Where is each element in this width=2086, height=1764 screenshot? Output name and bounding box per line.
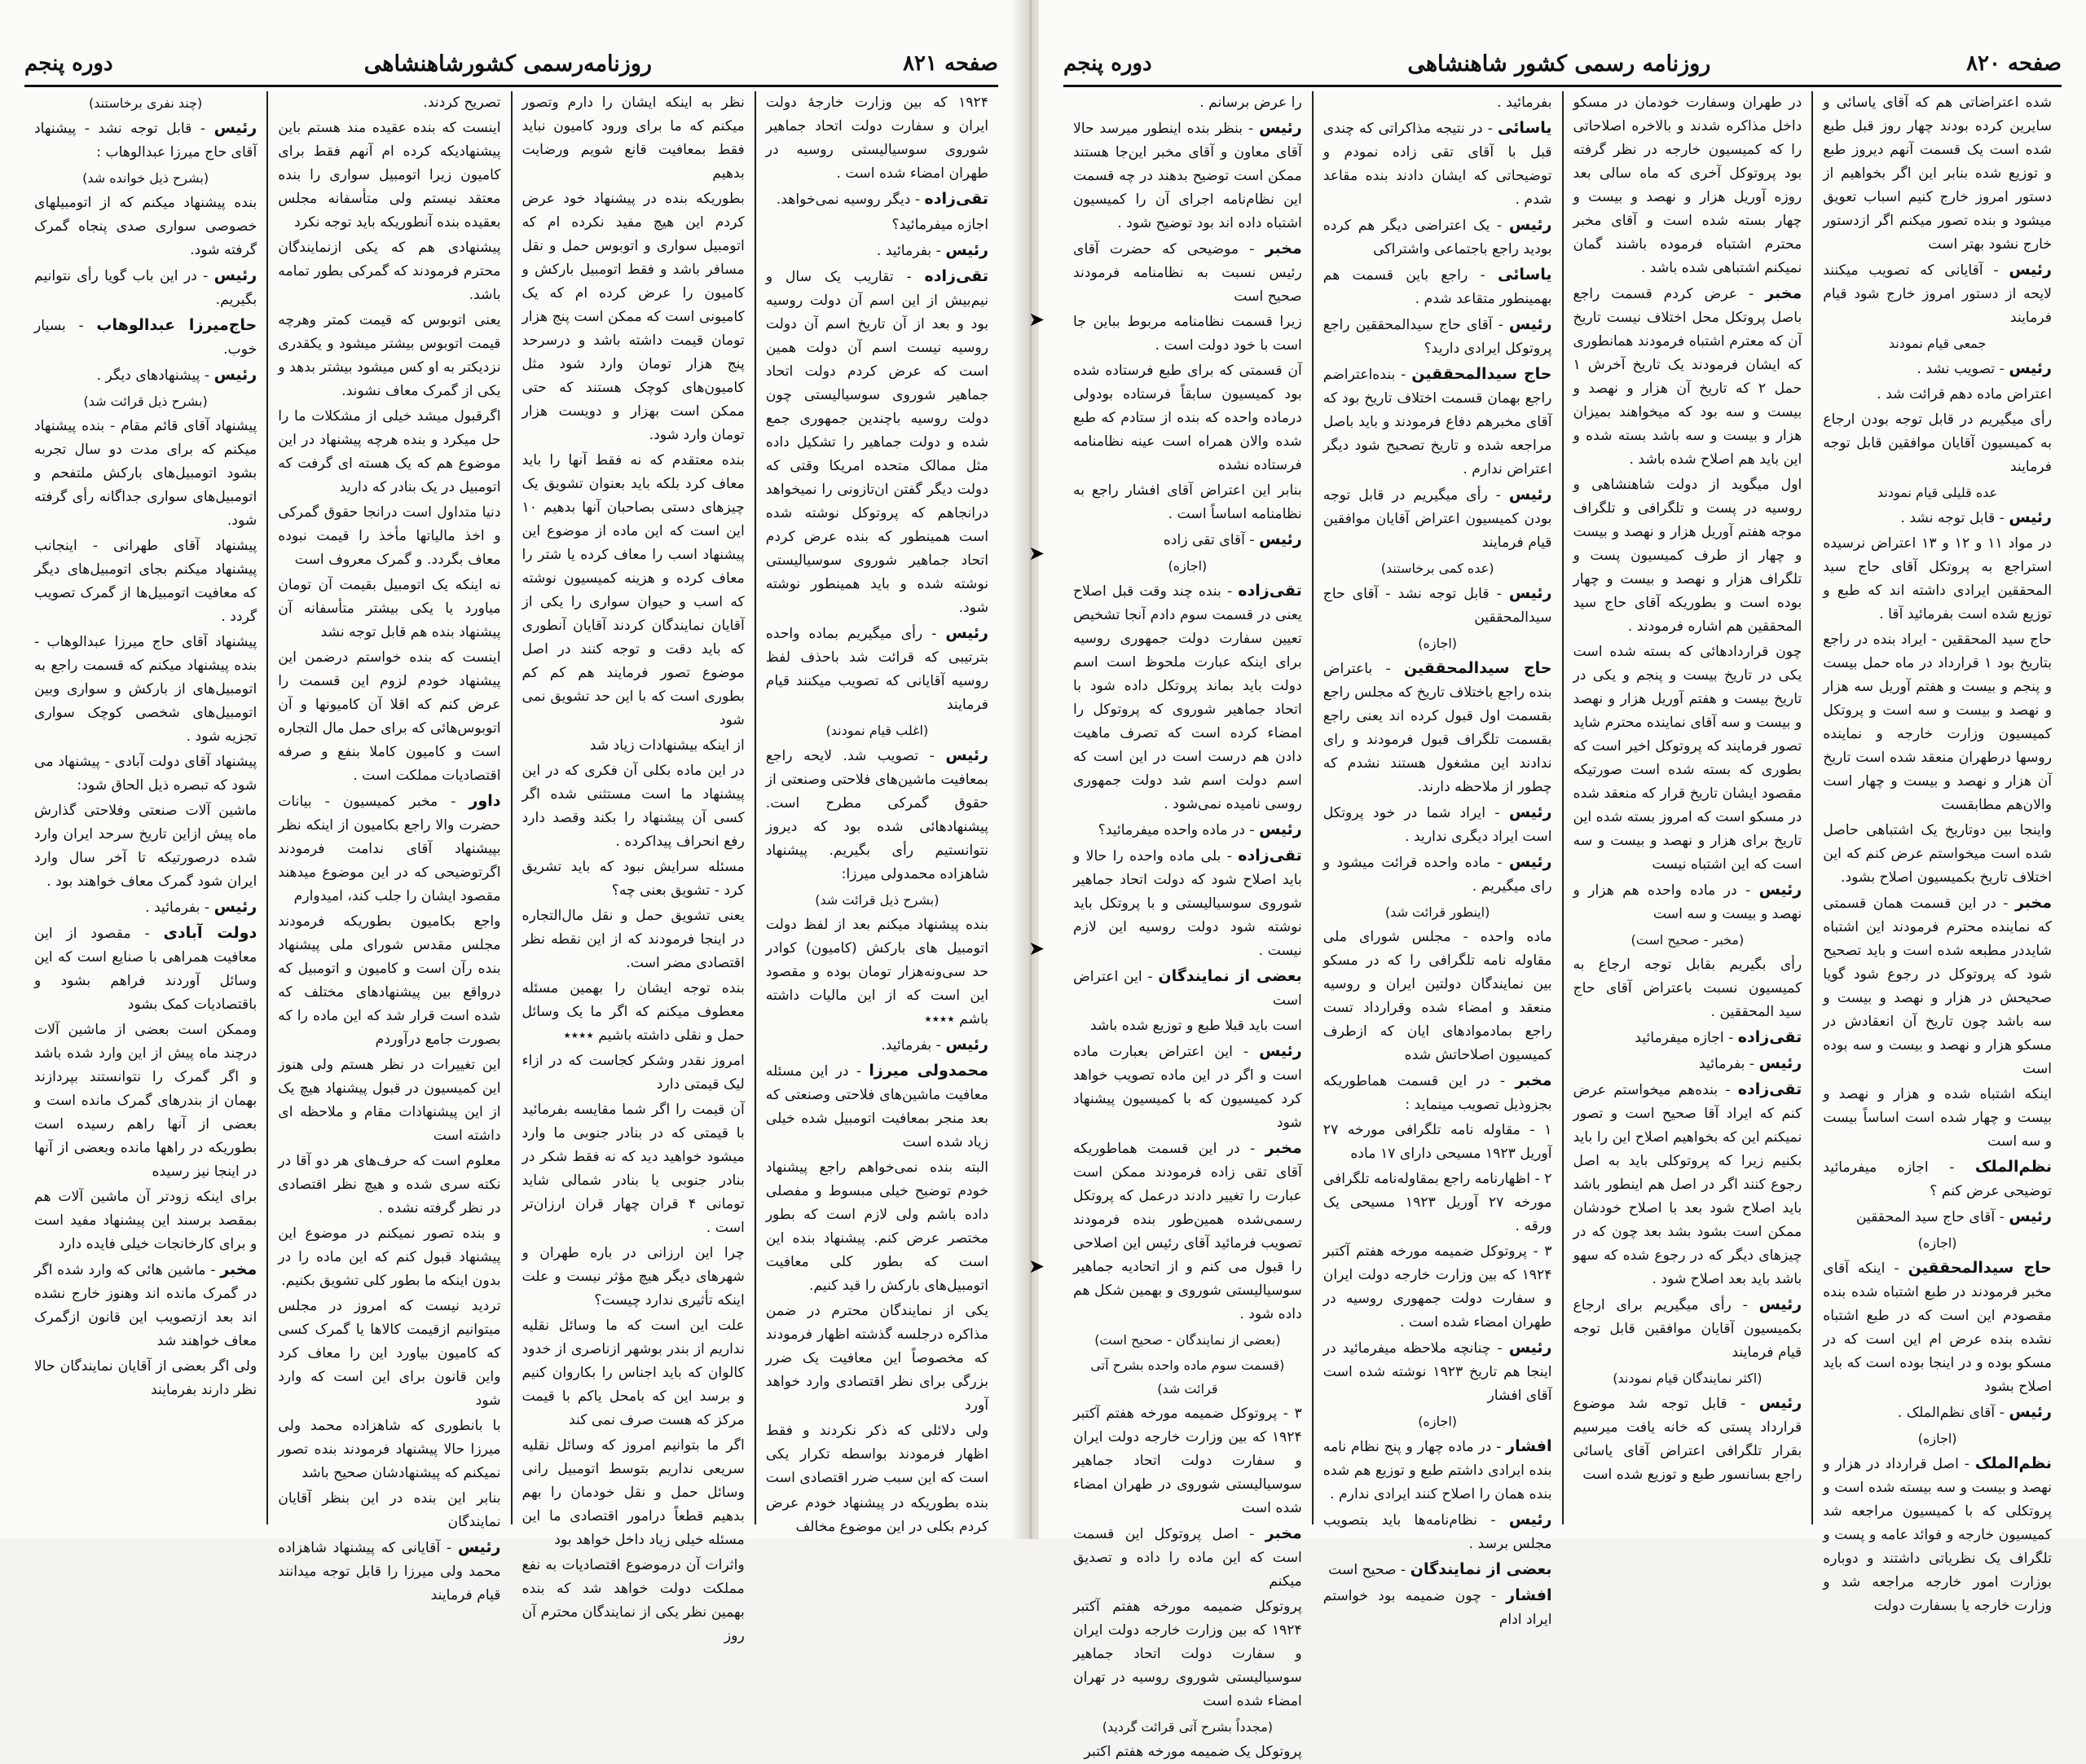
paragraph: ولی اگر بعضی از آقایان نمایندگان حالا نظر دارند بفرمایند — [34, 1358, 257, 1398]
speaker-paragraph: رئیس - رأی میگیریم در قابل توجه بودن کمیسیون اعتراض آقایان موافقین قیام فرمایند — [1322, 486, 1552, 551]
paragraph: ۳ - پروتوکل ضمیمه مورخه هفتم آکتبر ۱۹۲۴ که بین وزارت خارجه دولت ایران و سفارت دولت جمهوری روسیه در طهران امضاء شده است . — [1322, 1243, 1552, 1331]
paragraph: علت این است که ما وسائل نقلیه نداریم از بندر بوشهر ازناصری از خدود کالوان که باید اجناس را بکاروان کنیم و برسد این که بامحل یاکم با قیمت مرکز که هست صرف نمی کند — [522, 1318, 745, 1428]
paragraph: بنده بطوریکه در پیشنهاد خودم عرض کردم بکلی در این موضوع مخالف — [765, 1495, 988, 1535]
paragraph: اگرقبول میشد خیلی از مشکلات ما را حل میکرد و بنده هرچه پیشنهاد در این موضوع هم که یک هسته ای گرفت که اتومبیل در یک بنادر که دارید — [278, 408, 501, 495]
text-column — [1562, 91, 1812, 1524]
page-821 — [0, 0, 1023, 1644]
paragraph: بنده پیشنهاد میکنم که از اتومبیلهای خصوصی سواری صدی پنجاه گمرک گرفته شود. — [34, 195, 257, 258]
paragraph: واثرات آن درموضوع اقتصادیات به نفع مملکت دولت خواهد شد که بنده بهمین نظر یکی از نمایندگان محترم آن روز — [522, 1557, 745, 1644]
speaker-paragraph: تقی‌زاده - تقاریب یک سال و نیم‌بیش از این اسم آن دولت روسیه بود و بعد از آن تاریخ اسم آن دولت روسیه نیست اسم آن دولت همین است که عرض کردم دولت اتحاد جماهیر شوروی سوسیالیستی چون دولت روسیه باچندین جمهوری جمع شده و دولت جماهیر را تشکیل داده مثل ممالک متحده امریکا وقتی که دولت دیگر گفتن ان‌تازونی را نمیخواهد درانجاهم که پروتوکل نوشته شده است همینطور که بنده عرض کردم اتحاد جماهیر شوروی سوسیالیستی نوشته شده و باید همینطور نوشته شود. — [765, 267, 988, 616]
speaker-paragraph: رئیس - بفرمائید . — [876, 241, 988, 259]
speaker-paragraph: بعضی از نمایندگان - این اعتراض است — [1073, 967, 1302, 1009]
paragraph: تصریح کردند. — [423, 95, 501, 111]
speaker-paragraph: رئیس - پیشنهادهای دیگر . — [96, 366, 257, 384]
text-columns — [1063, 91, 2062, 1760]
paragraph: ولی دلائلی که ذکر نکردند و فقط اظهار فرمودند بواسطه تکرار یکی است که این سبب ضرر اقتصادی است — [765, 1423, 988, 1486]
paragraph: یکی از نمایندگان محترم در ضمن مذاکره درجلسه گذشته اظهار فرمودند که مخصوصاً این معافیت یک ضرر بزرگی برای نظر اقتصادی وارد خواهد آورد — [765, 1303, 988, 1414]
parenthetical-note: عده قلیلی قیام نمودند — [1877, 485, 1998, 500]
paragraph: ماشین آلات صنعتی وفلاحتی گذارش ماه پیش ازاین تاریخ سرحد ایران وارد شده درصورتیکه تا آخر سال وارد ایران شود گمرک معاف خواهند بود . — [34, 803, 257, 890]
speaker-paragraph: رئیس - آقای نظم‌الملک . — [1897, 1403, 2052, 1421]
paragraph: و بنده تصور نمیکنم در موضوع این پیشنهاد قبول کنم که این ماده را در بدون اینکه ما بطور کلی تشویق بکنیم. — [278, 1225, 501, 1289]
paragraph: بفرمائید . — [1497, 95, 1552, 111]
speaker-paragraph: رئیس - بفرمائید. — [881, 1036, 988, 1054]
speaker-paragraph: رئیس - یک اعتراضی دیگر هم کرده بودید راجع باجتماعی واشتراکی — [1322, 216, 1552, 257]
paragraph: پیشنهادی هم که یکی ازنمایندگان محترم فرمودند که گمرکی بطور تمامه باشد. — [278, 240, 501, 303]
speaker-paragraph: رئیس - آقای حاج سیدالمحققین راجع پروتوکل ایرادی دارید؟ — [1322, 315, 1552, 357]
parenthetical-note: (اجازه) — [1917, 1431, 1957, 1446]
speaker-paragraph: رئیس - آقای حاج سید المحققین — [1855, 1208, 2052, 1225]
speaker-paragraph: افشار - چون ضمیمه بود خواستم ایراد ادام — [1322, 1586, 1552, 1628]
paragraph: با بانطوری که شاهزاده محمد ولی میرزا حالا پیشنهاد فرمودند بنده تصور نمیکنم که پیشنهادشان صحیح باشد — [278, 1418, 501, 1481]
parenthetical-note: (اکثر نمایندگان قیام نمودند) — [1613, 1370, 1763, 1386]
speaker-paragraph: نظم‌الملک - اصل قرارداد در هزار و نهصد و بیست و سه بیسته شده است و پروتکلی که با کمیسیون مراجعه شد کمیسیون خارجه و فوائد عامه و پست و تلگراف یک نظریاتی داشتند و دوباره بوزارت امور خارجه مراجعه شد و وزارت خارجه یا بسفارت دولت — [1823, 1454, 2052, 1614]
speaker-paragraph: مخبر - در این قسمت هماطوریکه بجزوذیل تصویب مینماید : — [1322, 1071, 1552, 1113]
paragraph: امروز نقدر وشکر کجاست که در ازاء لیک قیمتی دارد — [522, 1053, 745, 1093]
speaker-paragraph: حاج‌میرزا عبدالوهاب - بسیار خوب. — [34, 316, 257, 358]
paragraph: ۲ - اظهارنامه راجع بمقاوله‌نامه تلگرافی مورخه ۲۷ آوریل ۱۹۲۳ مسیحی یک ورقه . — [1322, 1171, 1552, 1234]
paragraph: تردید نیست که امروز در مجلس میتوانیم ازقیمت کالاها یا گمرک کسی که کامیون بیاورد این را معاف کرد واین قانون برای این است که وارد شود — [278, 1298, 501, 1409]
speaker-paragraph: رئیس - بنظر بنده اینطور میرسد حالا آقای معاون و آقای مخبر این‌جا هستند ممکن است توضیح بدهند در چه قسمت این نظام‌نامه اجرای آن را کمیسیون اشتباه داده اند بود توضیح شود . — [1073, 119, 1302, 231]
paragraph: اعتراض ماده دهم قرائت شد . — [1877, 386, 2052, 403]
speaker-paragraph: رئیس - قابل توجه نشد . — [1900, 508, 2052, 526]
speaker-paragraph: مخبر - عرض کردم قسمت راجع باصل پروتکل محل اختلاف نیست تاریخ آن که معترم اشتباه فرمودند همانطوری که ایشان فرمودند یک تاریخ آخرش ۱ حمل ۲ که تاریخ آن هزار و نهصد و بیست و سه بود که میخواهند بمیزان هزار و بیست و سه باشد بسته شده و این باید هم اصلاح شده باشد . — [1573, 284, 1802, 468]
paragraph: پروتوکل ضمیمه مورخه هفتم آکتبر ۱۹۲۴ که بین وزارت خارجه دولت ایران و سفارت دولت اتحاد جماهیر سوسیالیستی شوروی روسیه در تهران امضاء شده است — [1073, 1599, 1302, 1709]
paragraph: ۱۹۲۴ که بین وزارت خارجهٔ دولت ایران و سفارت دولت اتحاد جماهیر شوروی سوسیالیستی روسیه در طهران امضاء شده است . — [765, 95, 988, 182]
speaker-paragraph: رئیس - ماده واحده قرائت میشود و رای میگیریم . — [1322, 853, 1552, 895]
parenthetical-note: جمعی قیام نمودند — [1888, 336, 1987, 351]
paragraph: اینکه اشتباه شده و هزار و نهصد و بیست و چهار شده است اساساً بیست و سه است — [1823, 1086, 2052, 1150]
speaker-paragraph: تقی‌زاده - دیگر روسیه نمی‌خواهد. — [776, 190, 988, 208]
speaker-paragraph: رئیس - قابل توجه نشد - آقای حاج سیدالمحققین — [1322, 584, 1552, 626]
margin-arrow-mark: ➤ — [1028, 308, 1045, 331]
speaker-paragraph: رئیس - بفرمائید . — [145, 898, 257, 916]
paragraph: اگر ما بتوانیم امروز که وسائل نقلیه سریعی نداریم بتوسط اتومبیل رانی وسائل حمل و نقل خودمان را بهم بدهیم قطعاً درامور اقتصادی ما این مسئله خیلی زیاد داخل خواهد بود — [522, 1437, 745, 1548]
speaker-paragraph: یاسائی - راجع باین قسمت هم بهمینطور متقاعد شدم . — [1322, 266, 1552, 307]
parenthetical-note: (مجدداً بشرح آتی قرائت گردید) — [1102, 1719, 1274, 1735]
text-columns — [24, 91, 998, 1644]
speaker-paragraph: مخبر - ماشین هائی که وارد شده اگر در گمرک مانده اند وهنوز خارج نشده اند بعد ازتصویب این قانون ازگمرک معاف خواهند شد — [34, 1260, 257, 1349]
speaker-paragraph: رئیس - آقایانی که پیشنهاد شاهزاده محمد ولی میرزا را قابل توجه میدانند قیام فرمایند — [278, 1538, 501, 1603]
speaker-paragraph: رئیس - بفرمائید — [1699, 1054, 1802, 1072]
parenthetical-note: (بعضی از نمایندگان - صحیح است) — [1094, 1332, 1281, 1348]
paragraph: اجازه میفرمائید؟ — [891, 217, 988, 233]
parenthetical-note: (مخبر - صحیح است) — [1631, 932, 1745, 948]
speaker-paragraph: رئیس - قابل توجه نشد - پیشنهاد آقای حاج میرزا عبدالوهاب : — [34, 119, 257, 161]
paragraph: آن قیمت را اگر شما مقایسه بفرمائید با قیمتی که در بنادر جنوبی ما وارد میشود خواهید دید که نه فقط شکر در بنادر جنوبی یا بنادر شمالی شاید تومانی ۴ قران چهار قران ارزان‌تر است . — [522, 1102, 745, 1236]
paragraph: در طهران وسفارت خودمان در مسکو داخل مذاکره شدند و بالاخره اصلاحاتی را که کمیسیون خارجه در نظر گرفته بود پروتوکل آخری که ماه سالی بعد روزه آوریل هزار و نهصد و بیست و چهار بسته شده است و آقای مخبر محترم اشتباه فرموده باشند گمان نمیکنم اشتباهی شده باشد . — [1573, 95, 1802, 276]
speaker-paragraph: مخبر - در این قسمت همان قسمتی که نماینده محترم فرمودند این اشتباه شایددر مطبعه شده است و باید تصحیح شود که پروتوکل در رجوع شود گویا صحیحش در هزار و نهصد و بیست و سه باشد چون تاریخ آن انعقادش در مسکو هزار و نهصد و بیست و سه بوده است — [1823, 894, 2052, 1077]
speaker-paragraph: مخبر - موضیحی که حضرت آقای رئیس نسبت به نظامنامه فرمودند صحیح است — [1073, 240, 1302, 305]
speaker-paragraph: مخبر - در این قسمت هماطوریکه آقای تقی زاده فرمودند ممکن است عبارت را تغییر دادند درعمل که پروتکل رسمی‌شده همین‌طور بنده فرمودند تصویب فرمائید آقای رئیس این اصلاحی را قبول می کنم و از اتحادیه جماهیر سوسیالیستی شوروی و بهمین شکل هم داده شود . — [1073, 1139, 1302, 1322]
speaker-paragraph: رئیس - قابل توجه شد موضوع قرارداد پستی که خانه یافت میرسیم بقرار تلگرافی اعتراض آقای یاسائی راجع بسانسور طبع و توزیع شده است — [1573, 1394, 1802, 1483]
speaker-paragraph: رئیس - تصویب نشد . — [1917, 359, 2052, 377]
header-rule — [1063, 85, 2062, 87]
paragraph: مسئله سرایش نبود که باید تشریق کرد - تشویق بعنی چه؟ — [522, 859, 745, 899]
parenthetical-note: (اغلب قیام نمودند) — [825, 723, 929, 738]
text-column — [511, 91, 755, 1644]
header-rule — [24, 85, 998, 87]
paragraph: ۱ - مقاوله نامه تلگرافی مورخه ۲۷ آوریل ۱۹۲۳ مسیحی دارای ۱۷ ماده — [1322, 1122, 1552, 1162]
newspaper-title: روزنامه رسمی کشور شاهنشاهی — [1407, 51, 1711, 77]
paragraph: بنده معتقدم که نه فقط آنها را باید معاف کرد بلکه باید بعنوان تشویق یک چیزهای دستی بصاحبان آنها بدهیم ۱۰ این است که این ماده از موضوع این پیشنهاد اسب را معاف کرده یا شتر را معاف کرده و هزینه کمیسیون نوشته که اسب و حیوان سواری را یکی از آقایان نمایندگان کردند آقایان آنطوری که باید دقت و توجه کنند در اصل موضوع تصور فرمایند هم کم کم بطوری است که با این حد تشویق نمی شود — [522, 452, 745, 728]
parenthetical-note: (چند نفری برخاستند) — [89, 95, 203, 111]
page-header — [24, 44, 998, 83]
speaker-paragraph: رئیس - در این باب گویا رأی نتوانیم بگیریم. — [34, 266, 257, 308]
paragraph: حاج سید المحققین - ایراد بنده در راجع بتاریخ بود ۱ قرارداد در ماه حمل بیست و پنجم و بیست و هفتم آوریل سه هزار و نهصد و بیست و سه است و پروتکل کمیسیون وزارت خارجه و نماینده روسها درطهران منعقد شده است تاریخ آن هزار و نهصد و بیست و چهار است والان‌هم مطابقست — [1823, 631, 2052, 813]
text-column — [24, 91, 266, 1524]
paragraph: بطوریکه بنده در پیشنهاد خود عرض کردم این هیچ مفید نکرده ام که اتومبیل سواری و اتوبوس حمل و نقل مسافر باشد و فقط اتومبیل بارکش و کامیون را عرض کرده ام که یک کامیونی است که ممکن است پنج هزار تومان قیمت داشته باشد و درسرحد پنج هزار تومان وارد شود مثل کامیون‌های کوچک هستند که حتی ممکن است بهزار و دویست هزار تومان وارد شود. — [522, 191, 745, 443]
paragraph: رأی بگیریم بقابل توجه ارجاع به کمیسیون نسبت باعتراض آقای حاج سید المحققین . — [1573, 957, 1802, 1020]
parenthetical-note: (اجازه) — [1418, 1414, 1458, 1429]
parenthetical-note: (عده کمی برخاستند) — [1380, 561, 1494, 576]
speaker-paragraph: تقی‌زاده - بنده‌هم میخواستم عرض کنم که ایراد آقا صحیح است و تصور نمیکنم این که بخواهیم اصلاح این را باید بکنیم زیرا که پروتوکلی باید به اصل رجوع کنند اگر در اصل هم اینطور باشد باید اصلاح شود بعد با اصلاح خودشان ممکن است بشود بشد بعد چون که در چیزهای دیگر که در رجوع شده که سهو باشد باید بعد اصلاح شود . — [1573, 1080, 1802, 1287]
speaker-paragraph: دولت آبادی - مقصود از این معافیت همراهی با صنایع است که این وسائل آوردند فراهم بشود و باقتصادیات کمک بشود — [34, 924, 257, 1013]
margin-arrow-mark: ➤ — [1028, 542, 1045, 565]
paragraph: ۳ - پروتوکل ضمیمه مورخه هفتم آکتبر ۱۹۲۴ که بین وزارت خارجه دولت ایران و سفارت دولت اتحاد جماهیر سوسیالیستی شوروی در طهران امضاء شده است — [1073, 1405, 1302, 1516]
paragraph: یعنی تشویق حمل و نقل مال‌التجاره در اینجا فرمودند که از این نقطه نظر اقتصادی مضر است. — [522, 908, 745, 971]
paragraph: اینست که بنده عقیده مند هستم باین پیشنهادیکه کرده ام آنهم فقط برای کامیون زیرا اتومبیل سواری را بنده معتقد نیستم ولی متأسفانه مجلس بعقیده بنده آنطوریکه باید توجه نکرد — [278, 120, 501, 231]
paragraph: برای اینکه زودتر آن ماشین آلات هم بمقصد برسند این پیشنهاد مفید است و برای کارخانجات خیلی فایده دارد — [34, 1189, 257, 1252]
speaker-paragraph: رئیس - تصویب شد. لایحه راجع بمعافیت ماشین‌های فلاحتی وصنعتی از حقوق گمرکی مطرح است. پیشنهادهائی شده بود که دیروز نتوانستیم رأی بگیریم. پیشنهاد شاهزاده محمدولی میرزا: — [765, 746, 988, 882]
paragraph: دنیا متداول است درانجا حقوق گمرکی و اخذ مالیاتها مأخذ را قیمت نبوده معاف بگردد. و گمرک معروف است — [278, 504, 501, 568]
newspaper-title: روزنامه‌رسمی کشورشاهنشاهی — [363, 51, 652, 77]
paragraph: پیشنهاد آقای قائم مقام - بنده پیشنهاد میکنم که برای مدت دو سال تجربه بشود اتومبیل‌های بارکش ملتفحم و اتومبیل‌های سواری جداگانه رأی گرفته شود. — [34, 418, 257, 529]
text-column — [1312, 91, 1562, 1628]
paragraph: واجع بکامیون بطوریکه فرمودند مجلس مقدس شورای ملی پیشنهاد بنده رآن است و کامیون و اتومبیل که درواقع بین پیشنهادهای مختلف که شده است قرار شد که این ماده را که بصورت جامع درآوردم — [278, 913, 501, 1048]
speaker-paragraph: تقی‌زاده - اجازه میفرمائید — [1635, 1028, 1802, 1046]
paragraph: پیشنهاد آقای دولت آبادی - پیشنهاد می شود که تبصره ذیل الحاق شود: — [34, 754, 257, 794]
speaker-paragraph: رئیس - آقای تقی زاده — [1163, 530, 1302, 548]
paragraph: در این ماده بکلی آن فکری که در این پیشنهاد ما است مستثنی شده اگر کسی آن پیشنهاد را بکند وقصد دارد رفع انحراف پیداکرده . — [522, 763, 745, 850]
margin-arrow-mark: ➤ — [1028, 937, 1045, 960]
parenthetical-note: (بشرح ذیل قرائت شد) — [83, 394, 208, 409]
paragraph: بنده پیشنهاد میکنم بعد از لفظ دولت اتومبیل های بارکش (کامیون) کوادر حد سی‌ونه‌هزار تومان بوده و مقصود این است که از این مالیات داشته باشم ٭٭٭٭ — [765, 917, 988, 1027]
parenthetical-note: (بشرح ذیل قرائت شد) — [815, 892, 940, 908]
speaker-paragraph: رئیس - ایراد شما در خود پروتکل است ایراد دیگری ندارید . — [1322, 803, 1552, 845]
speaker-paragraph: حاج سیدالمحققین - باعتراض بنده راجع باختلاف تاریخ که مجلس راجع بقسمت اول قبول کرده اند یعنی راجع بقسمت تلگراف قبول فرمودند و رای ندادند این مشغول هستند نشدم که چطور از ملاحظه دارند. — [1322, 659, 1552, 795]
speaker-paragraph: رئیس - نظام‌نامه‌ها باید بتصویب مجلس برسد . — [1322, 1511, 1552, 1552]
text-column — [1811, 91, 2062, 1614]
margin-arrow-mark: ➤ — [1028, 1255, 1045, 1278]
text-column — [755, 91, 998, 1535]
period-label: دوره پنجم — [1063, 51, 1152, 76]
parenthetical-note: (اینطور قرائت شد) — [1384, 904, 1490, 920]
paragraph: معلوم است که حرف‌های هر دو آقا در نکته سری شده و هیچ نظر اقتصادی در نظر گرفته نشده . — [278, 1153, 501, 1216]
page-header — [1063, 44, 2062, 83]
paragraph: آن قسمتی که برای طبع فرستاده شده بود کمیسیون سابقاً فرستاده بودولی درماده واحده که بنده از ستادم که طبع شده والان همراه است عینه نظامنامه فرستاده نشده — [1073, 363, 1302, 473]
speaker-paragraph: رئیس - در ماده واحده میفرمائید؟ — [1098, 820, 1302, 838]
page-820 — [1039, 0, 2086, 1760]
speaker-paragraph: مخبر - اصل پروتوکل این قسمت است که این ماده را داده و تصدیق میکنم — [1073, 1524, 1302, 1590]
speaker-paragraph: محمدولی میرزا - در این مسئله معافیت ماشین‌های فلاحتی وصنعتی که بعد منجر بمعافیت اتومبیل شده خیلی زیاد شده است — [765, 1062, 988, 1150]
parenthetical-note: (اجازه) — [1168, 558, 1208, 574]
text-column — [1063, 91, 1312, 1760]
speaker-paragraph: افشار - در ماده چهار و پنج نظام نامه بنده ایرادی داشتم طبع و توزیع هم شده بنده همان را اصلاح کنند ایرادی ندارم . — [1322, 1437, 1552, 1502]
speaker-paragraph: یاسائی - در نتیجه مذاکراتی که چندی قبل با آقای تقی زاده نمودم و توضیحاتی که ایشان دادند بنده مقاعد شدم . — [1322, 119, 1552, 208]
paragraph: در مواد ۱۱ و ۱۲ و ۱۳ اعتراض نرسیده استراجع به پروتکل آقای حاج سید المحققین ایرادی داشته اند که طبع و توزیع شده است بفرمائید آقا . — [1823, 535, 2052, 622]
speaker-paragraph: داور - مخبر کمیسیون - بیانات حضرت والا راجع بکامیون از اینکه نظر بپیشنهاد آقای ندامت فرمودند اگرتوضیحی که در این موضوع میدهند مقصود ایشان را جلب کند، امیدوارم — [278, 792, 501, 904]
paragraph: اول میگوید از دولت شاهنشاهی و روسیه در پست و تلگرافی و تلگراف موجه هفتم آوریل هزار و نهصد و بیست و چهار از طرف کمیسیون پست و تلگراف هزار و نهصد و بیست و چهار بوده است و بطوریکه آقای حاج سید المحققین هم اشاره فرمودند . — [1573, 477, 1802, 635]
speaker-paragraph: رئیس - چنانچه ملاحظه میفرمائید در اینجا هم تاریخ ۱۹۲۳ نوشته شده است آقای افشار — [1322, 1339, 1552, 1404]
speaker-paragraph: رئیس - در ماده واحده هم هزار و نهصد و بیست و سه است — [1573, 881, 1802, 922]
paragraph: وممکن است بعضی از ماشین آلات درچند ماه پیش از این وارد شده باشد و اگر گمرک را نتوانستند بپردازند بهمان از بندرهای گمرک مانده است و بعضی از آنها راهم رسیده است بطوریکه در راهها مانده وبعضی از آنها در اینجا نیز رسیده — [34, 1022, 257, 1180]
paragraph: پروتوکل یک ضمیمه مورخه هفتم اکتبر — [1084, 1744, 1302, 1760]
paragraph: نه اینکه یک اتومبیل بقیمت آن تومان میاورد یا یکی بیشتر متأسفانه آن پیشنهاد بنده هم قابل توجه نشد — [278, 577, 501, 640]
speaker-paragraph: نظم‌الملک - اجازه میفرمائید توضیحی عرض کنم ؟ — [1823, 1158, 2052, 1199]
speaker-paragraph: تقی‌زاده - بنده چند وقت قبل اصلاح یعنی در قسمت سوم دادم آنجا تشخیص تعیین سفارت دولت جمهوری روسیه برای اینکه عبارت ملحوظ است اسم دولت باید بماند پروتکل داده شود با اتحاد جماهیر شوروی که پروتوکل را امضاء کرده است که تصرف ماهیت دادن هم درست است در این است که اسم دولت اسم شد دولت جمهوری روسی نامیده نمی‌شود . — [1073, 582, 1302, 812]
text-column — [266, 91, 510, 1603]
paragraph: نظر به اینکه ایشان را دارم وتصور میکنم که ما برای ورود کامیون نباید فقط بمعافیت قانع شویم ورضایت بدهیم — [522, 95, 745, 182]
parenthetical-note: (اجازه) — [1418, 636, 1458, 651]
paragraph: بنده توجه ایشان را بهمین مسئله معطوف میکنم که اگر ما یک وسائل حمل و نقلی داشته باشیم ٭٭٭٭ — [522, 980, 745, 1044]
paragraph: این تغییرات در نظر هستم ولی هنوز این کمیسیون در قبول پیشنهاد هیچ یک از این پیشنهادات مقام و ملاحظه ای داشته است — [278, 1057, 501, 1144]
paragraph: بنابر این اعتراض آقای افشار راجع به نظامنامه اساساً است . — [1073, 482, 1302, 522]
speaker-paragraph: رئیس - رأی میگیریم برای ارجاع بکمیسیون آقایان موافقین قابل توجه قیام فرمایند — [1573, 1296, 1802, 1361]
paragraph: یعنی اتوبوس که قیمت کمتر وهرچه قیمت اتوبوس بیشتر میشود و یکقدری نزدیکتر به او کس میشود بیشتر بدهد و یکی از گمرک معاف نشوند. — [278, 312, 501, 399]
paragraph: از اینکه بیشنهادات زیاد شد — [589, 737, 745, 754]
parenthetical-note: (اجازه) — [1917, 1235, 1957, 1251]
paragraph: چرا این ارزانی در باره طهران و شهرهای دیگر هیچ مؤثر نیست و علت اینکه تأثیری ندارد چیست؟ — [522, 1245, 745, 1309]
paragraph: رأی میگیریم در قابل توجه بودن ارجاع به کمیسیون آقایان موافقین قابل توجه فرمایند — [1823, 411, 2052, 475]
paragraph: اینست که بنده خواستم درضمن این پیشنهاد خودم لزوم این قسمت را عرض کنم که اقلا آن کامیونها و آن اتوبوس‌هائی که برای حمل مال التجاره است و کامیون کاملا بنفع و صرفه اقتصادیات مملکت است . — [278, 649, 501, 784]
speaker-paragraph: تقی‌زاده - بلی ماده واحده را حالا و باید اصلاح شود که دولت اتحاد جماهیر شوروی سوسیالیستی و با پروتکل باید نوشته شود دولت روسیه این لازم نیست . — [1073, 847, 1302, 959]
speaker-paragraph: رئیس - رأی میگیریم بماده واحده بترتیبی که قرائت شد باحذف لفظ روسیه آقایانی که تصویب میکنند قیام فرمایند — [765, 624, 988, 713]
speaker-paragraph: حاج سیدالمحققین - اینکه آقای مخبر فرمودند در طبع اشتباه شده بنده مقصودم این است که در طبع اشتباه نشده بنده عرض ام این است که در مسکو بوده و در اینجا بوده است که باید اصلاح بشود — [1823, 1259, 2052, 1395]
parenthetical-note: (قسمت سوم ماده واحده بشرح آتی قرائت شد) — [1090, 1357, 1285, 1397]
parenthetical-note: (بشرح ذیل خوانده شد) — [82, 170, 209, 186]
paragraph: چون قراردادهائی که بسته شده است یکی در تاریخ بیست و پنجم و یکی در تاریخ بیست و هفتم آوریل هزار و نهصد و بیست و سه آقای نماینده محترم شاید تصور فرمایند که پروتوکل اخیر است که بطوری که بسته شده است صورتیکه مقصود ایشان تاریخ قرار که منعقد شده در مسکو است که امروز بسته شده این تاریخ برای هزار و نهصد و بیست و سه است که این اشتباه نیست — [1573, 644, 1802, 873]
paragraph: را عرض برسانم . — [1199, 95, 1302, 111]
speaker-paragraph: رئیس - این اعتراض بعبارت ماده است و اگر در این ماده تصویب خواهد کرد کمیسیون که با کمیسیون پیشنهاد شود — [1073, 1042, 1302, 1131]
paragraph: زیرا قسمت نظامنامه مربوط بباین جا است با خود دولت است . — [1073, 314, 1302, 354]
page-number: صفحه ۸۲۰ — [1966, 51, 2062, 76]
paragraph: ماده واحده - مجلس شورای ملی مقاوله نامه تلگرافی را که در مسکو بین نمایندگان دولتین ایران و روسیه منعقد و امضاء شده وقرارداد تست راجع بمادموادهای ایان که ازطرف کمیسیون اصلاحاتش شده — [1322, 929, 1552, 1063]
paragraph: است باید قبلا طبع و توزیع شده باشد — [1089, 1018, 1302, 1034]
period-label: دوره پنجم — [24, 51, 113, 76]
paragraph: واینجا بین دوتاریخ یک اشتباهی حاصل شده است میخواستم عرض کنم که این اختلاف تاریخ بکمیسیون اصلاح بشود. — [1823, 822, 2052, 886]
paragraph: پیشنهاد آقای حاج میرزا عبدالوهاب - بنده پیشنهاد میکنم که قسمت راجع به اتومبیل‌های از بارکش و سواری وبین اتومبیل‌های شخصی کوچک سواری تجزیه شود . — [34, 634, 257, 745]
paragraph: شده اعتراضاتی هم که آقای یاسائی و سایرین کرده بودند چهار روز قبل طبع شده است یک قسمت آنهم دیروز طبع و توزیع شده بنابر این اگر بخواهیم از دستور امروز خارج کنیم اسباب تعویق میشود و بنده تصور میکنم اگر ازدستور خارج نشود بهتر است — [1823, 95, 2052, 253]
speaker-paragraph: بعضی از نمایندگان - صحیح است — [1328, 1560, 1552, 1578]
speaker-paragraph: رئیس - آقایانی که تصویب میکنند لایحه از دستور امروز خارج شود قیام فرمایند — [1823, 261, 2052, 326]
speaker-paragraph: حاج سیدالمحققین - بنده‌اعتراضم راجع بهمان قسمت اختلاف تاریخ بود که آقای مخبرهم دفاع فرمودند و باید باصل مراجعه شده و تاریخ تصحیح شود دیگر اعتراض ندارم . — [1322, 365, 1552, 477]
page-number: صفحه ۸۲۱ — [903, 51, 998, 76]
paragraph: بنابر این بنده در این بنظر آقایان نمایندگان — [278, 1490, 501, 1530]
paragraph: پیشنهاد آقای طهرانی - اینجانب پیشنهاد میکنم بجای اتومبیل‌های دیگر که معافیت اتومبیل‌ها از گمرک تصویب گردد . — [34, 538, 257, 625]
paragraph: البته بنده نمی‌خواهم راجع پیشنهاد خودم توضیح خیلی مبسوط و مفصلی داده باشم ولی لازم است که بطور مختصر عرض کنم. پیشنهاد بنده این است که بطور کلی معافیت اتومبیل‌های بارکش را قید کنیم. — [765, 1159, 988, 1294]
